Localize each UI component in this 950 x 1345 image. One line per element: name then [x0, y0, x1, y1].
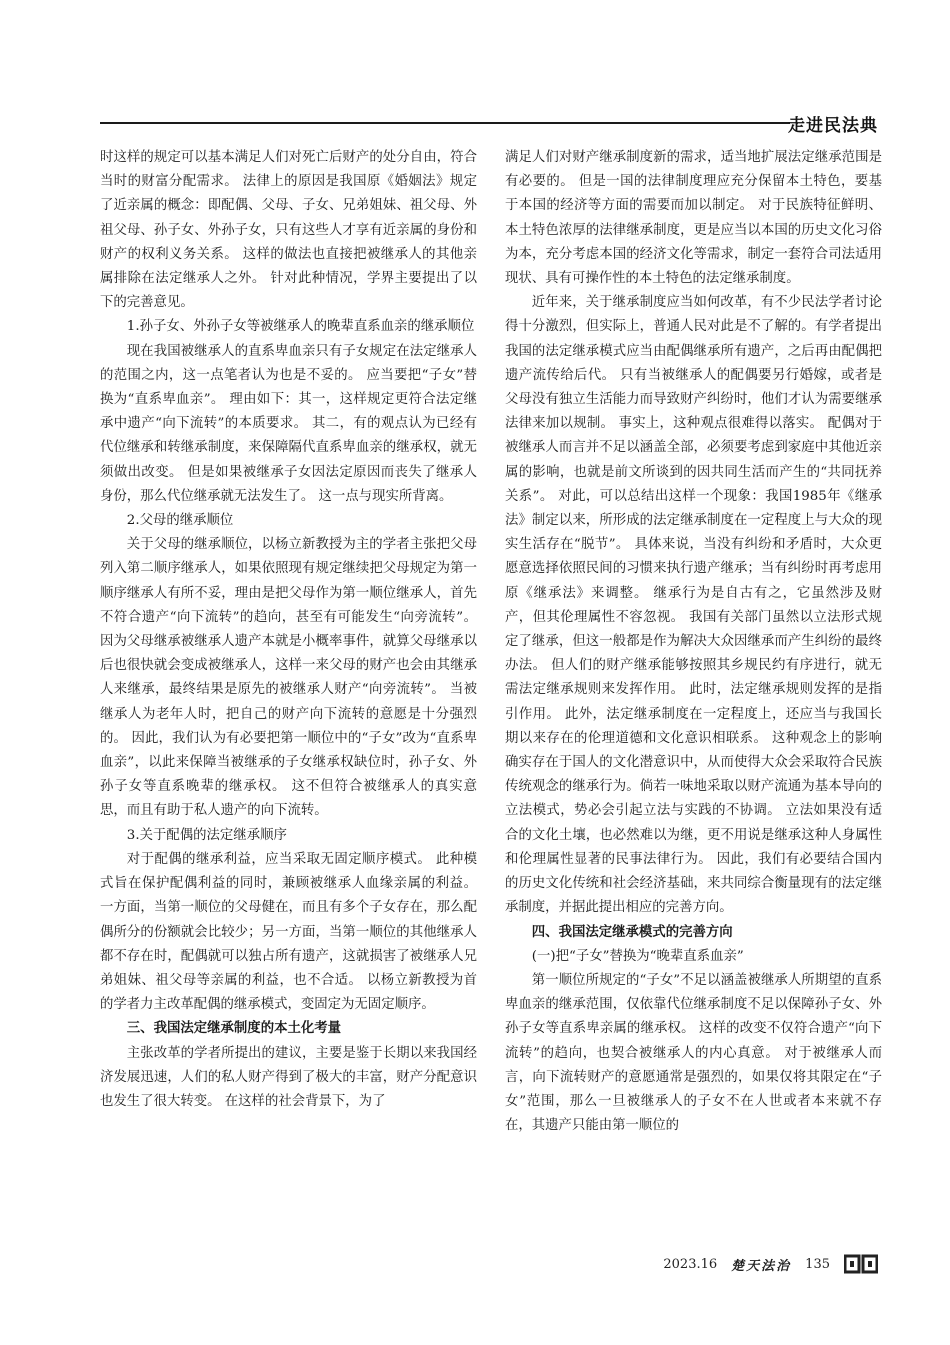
paragraph: 对于配偶的继承利益，应当采取无固定顺序模式。 此种模式旨在保护配偶利益的同时，兼顾被继承人血缘亲属的利益。 一方面，当第一顺位的父母健在，而且有多个子女存在，那么配偶所分的份额就会比较少；另一方面，当第一顺位的其他继承人都不存在时，配偶就可以独占所有遗产，这就损害了被继承人兄弟姐妹、祖父母等亲属的利益，也不合适。 以杨立新教授为首的学者力主改革配偶的继承模式，变固定为无固定顺序。 — [100, 851, 477, 1013]
paragraph: 满足人们对财产继承制度新的需求，适当地扩展法定继承范围是有必要的。 但是一国的法律制度理应充分保留本土特色，要基于本国的经济等方面的需要而加以制定。 对于民族特征鲜明、本土特色浓厚的法律继承制度，更是应当以本国的历史文化习俗为本，充分考虑本国的经济文化等需求，制定一套符合司法适用现状、具有可操作性的本土特色的法定继承制度。 — [505, 150, 882, 287]
section-title: 走进民法典 — [788, 116, 878, 136]
section-heading: 三、我国法定继承制度的本土化考量 — [126, 1021, 342, 1037]
subheading: 2.父母的继承顺位 — [126, 513, 234, 529]
journal-logo-icon — [844, 1254, 878, 1274]
paragraph: 关于父母的继承顺位，以杨立新教授为主的学者主张把父母列入第二顺序继承人，如果依照现有规定继续把父母规定为第一顺序继承人有所不妥，理由是把父母作为第一顺位继承人，首先不符合遗产“向下流转”的趋向，甚至有可能发生“向旁流转”。 因为父母继承被继承人遗产本就是小概率事件，就算父母继承以后也很快就会变成被继承人，这样一来父母的财产也会由其继承人来继承，最终结果是原先的被继承人财产“向旁流转”。 当被继承人为老年人时，把自己的财产向下流转的意愿是十分强烈的。 因此，我们认为有必要把第一顺位中的“子女”改为“直系卑血亲”，以此来保障当被继承的子女继承权缺位时，孙子女、外孙子女等直系晚辈的继承权。 这不但符合被继承人的真实意思，而且有助于私人遗产的向下流转。 — [100, 537, 477, 819]
subheading: (一)把“子女”替换为“晚辈直系血亲” — [531, 948, 744, 964]
subheading: 3.关于配偶的法定继承顺序 — [126, 827, 287, 843]
page-number: 135 — [805, 1256, 830, 1272]
right-column — [505, 146, 882, 1138]
paragraph: 现在我国被继承人的直系卑血亲只有子女规定在法定继承人的范围之内，这一点笔者认为也是不妥的。 应当要把“子女”替换为“直系卑血亲”。 理由如下：其一，这样规定更符合法定继承中遗产“向下流转”的本质要求。 其二，有的观点认为已经有代位继承和转继承制度，来保障隔代直系卑血亲的继承权，就无须做出改变。 但是如果被继承子女因法定原因而丧失了继承人身份，那么代位继承就无法发生了。 这一点与现实所背离。 — [100, 343, 477, 504]
journal-name: 楚天法治 — [731, 1258, 792, 1274]
section-heading: 四、我国法定继承模式的完善方向 — [531, 924, 733, 940]
issue-number: 2023.16 — [663, 1256, 718, 1272]
paragraph: 时这样的规定可以基本满足人们对死亡后财产的处分自由，符合当时的财富分配需求。 法律上的原因是我国原《婚姻法》规定了近亲属的概念：即配偶、父母、子女、兄弟姐妹、祖父母、外祖父母、孙子女、外孙子女，只有这些人才享有近亲属的身份和财产的权利义务关系。 这样的做法也直接把被继承人的其他亲属排除在法定继承人之外。 针对此种情况，学界主要提出了以下的完善意见。 — [100, 150, 477, 311]
paragraph: 近年来，关于继承制度应当如何改革，有不少民法学者讨论得十分激烈，但实际上，普通人民对此是不了解的。有学者提出我国的法定继承模式应当由配偶继承所有遗产，之后再由配偶把遗产流传给后代。 只有当被继承人的配偶要另行婚嫁，或者是父母没有独立生活能力而导致财产纠纷时，他们才认为需要继承法律来加以规制。 事实上，这种观点很难得以落实。 配偶对于被继承人而言并不足以涵盖全部，必须要考虑到家庭中其他近亲属的影响，也就是前文所谈到的因共同生活而产生的“共同抚养关系”。 对此，可以总结出这样一个现象：我国1985年《继承法》制定以来，所形成的法定继承制度在一定程度上与大众的现实生活存在“脱节”。 具体来说，当没有纠纷和矛盾时，大众更愿意选择依照民间的习惯来执行遗产继承；当有纠纷时再考虑用原《继承法》来调整。 继承行为是自古有之，它虽然涉及财产，但其伦理属性不容忽视。 我国有关部门虽然以立法形式规定了继承，但这一般都是作为解决大众因继承而产生纠纷的最终办法。 但人们的财产继承能够按照其乡规民约有序进行，就无需法定继承规则来发挥作用。 此时，法定继承规则发挥的是指引作用。 此外，法定继承制度在一定程度上，还应当与我国长期以来存在的伦理道德和文化意识相联系。 这种观念上的影响确实存在于国人的文化潜意识中，从而使得大众会采取符合民族传统观念的继承行为。倘若一味地采取以财产流通为基本导向的立法模式，势必会引起立法与实践的不协调。 立法如果没有适合的文化土壤，也必然难以为继，更不用说是继承这种人身属性和伦理属性显著的民事法律行为。 因此，我们有必要结合国内的历史文化传统和社会经济基础，来共同综合衡量现有的法定继承制度，并据此提出相应的完善方向。 — [505, 295, 882, 916]
page-footer — [663, 1252, 878, 1276]
header-rule — [100, 122, 790, 124]
paragraph: 主张改革的学者所提出的建议，主要是鉴于长期以来我国经济发展迅速，人们的私人财产得到了极大的丰富，财产分配意识也发生了很大转变。 在这样的社会背景下，为了 — [100, 1045, 477, 1109]
paragraph: 第一顺位所规定的“子女”不足以涵盖被继承人所期望的直系卑血亲的继承范围，仅依靠代位继承制度不足以保障孙子女、外孙子女等直系卑亲属的继承权。 这样的改变不仅符合遗产“向下流转”的趋向，也契合被继承人的内心真意。 对于被继承人而言，向下流转财产的意愿通常是强烈的，如果仅将其限定在“子女”范围，那么一旦被继承人的子女不在人世或者本来就不存在，其遗产只能由第一顺位的 — [505, 972, 882, 1134]
subheading: 1.孙子女、外孙子女等被继承人的晚辈直系血亲的继承顺位 — [126, 319, 475, 335]
left-column — [100, 146, 477, 1114]
